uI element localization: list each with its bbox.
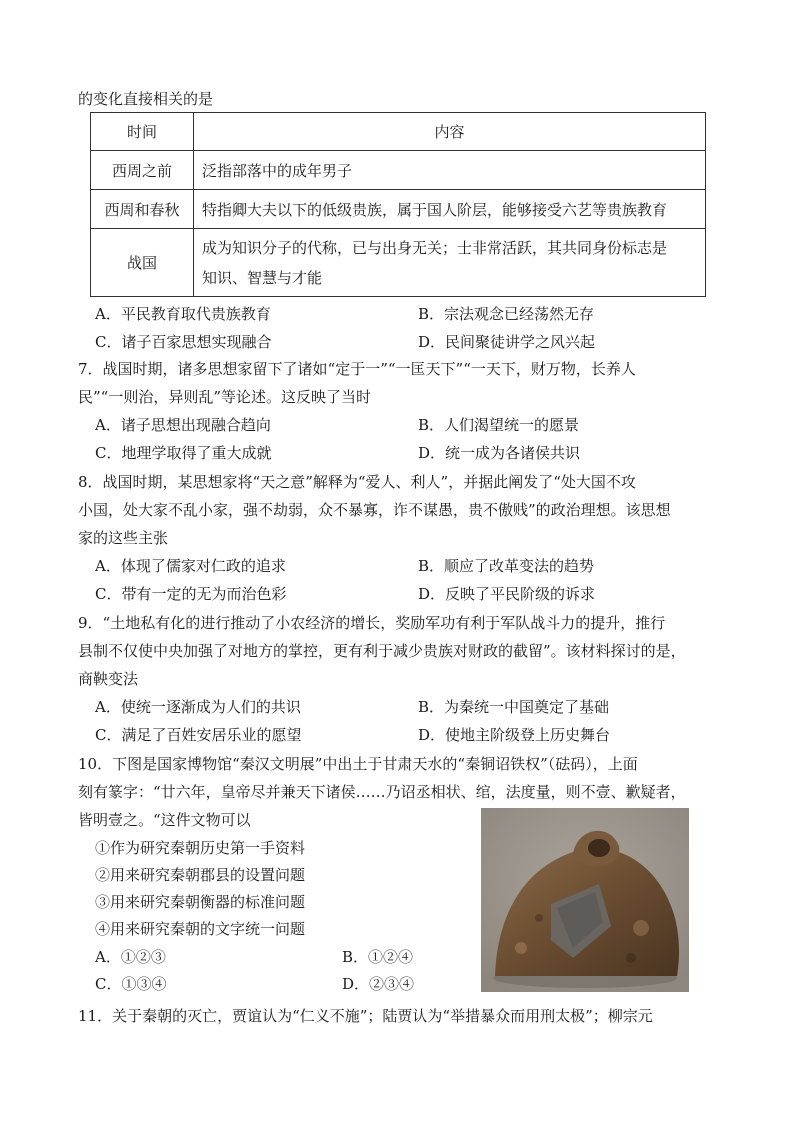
header-time: 时间 bbox=[91, 113, 194, 151]
q10-item: ①作为研究秦朝历史第一手资料 bbox=[95, 839, 306, 857]
q9-stem-line: 县制不仅使中央加强了对地方的掌控，更有利于减少贵族对财政的截留”。该材料探讨的是， bbox=[78, 642, 686, 660]
q6-option-d[interactable]: D．民间聚徒讲学之风兴起 bbox=[418, 333, 596, 351]
header-content: 内容 bbox=[194, 113, 706, 151]
q6-option-b[interactable]: B．宗法观念已经荡然无存 bbox=[418, 305, 595, 323]
row-period: 战国 bbox=[91, 229, 194, 297]
qin-iron-weight-photo bbox=[481, 808, 689, 992]
q7-stem-line: 7．战国时期，诸多思想家留下了诸如“定于一”“一匡天下”“一天下，财万物，长养人 bbox=[78, 360, 636, 378]
row-content: 泛指部落中的成年男子 bbox=[194, 151, 706, 190]
q10-stem-line: 皆明壹之。“这件文物可以 bbox=[78, 811, 251, 829]
q10-option-d[interactable]: D．②③④ bbox=[342, 975, 415, 993]
row-content-line: 成为知识分子的代称，已与出身无关；士非常活跃，其共同身份标志是 bbox=[202, 238, 668, 257]
q9-option-b[interactable]: B．为秦统一中国奠定了基础 bbox=[418, 698, 610, 716]
intro-line: 的变化直接相关的是 bbox=[78, 90, 214, 108]
q10-option-c[interactable]: C．①③④ bbox=[95, 975, 167, 993]
q10-stem-line: 刻有篆字：“廿六年，皇帝尽并兼天下诸侯……乃诏丞相状、绾，法度量，则不壹、歉疑者， bbox=[78, 783, 686, 801]
table-row bbox=[91, 190, 706, 229]
shi-evolution-table bbox=[90, 112, 706, 297]
q10-item: ④用来研究秦朝的文字统一问题 bbox=[95, 920, 306, 938]
q6-option-c[interactable]: C．诸子百家思想实现融合 bbox=[95, 333, 272, 351]
q8-option-c[interactable]: C．带有一定的无为而治色彩 bbox=[95, 585, 287, 603]
table-row bbox=[91, 229, 706, 297]
q8-stem-line: 8．战国时期，某思想家将“天之意”解释为“爱人、利人”，并据此阐发了“处大国不攻 bbox=[78, 473, 636, 491]
q7-option-a[interactable]: A．诸子思想出现融合趋向 bbox=[95, 416, 271, 434]
q11-stem-line: 11．关于秦朝的灭亡，贾谊认为“仁义不施”；陆贾认为“举措暴众而用刑太极”；柳宗元 bbox=[78, 1007, 653, 1025]
q10-option-b[interactable]: B．①②④ bbox=[342, 948, 414, 966]
q8-option-d[interactable]: D．反映了平民阶级的诉求 bbox=[418, 585, 596, 603]
row-content bbox=[194, 229, 706, 297]
q9-stem-line: 商鞅变法 bbox=[78, 670, 139, 688]
row-content-line: 知识、智慧与才能 bbox=[202, 268, 323, 287]
q8-stem-line: 家的这些主张 bbox=[78, 529, 169, 547]
q8-option-a[interactable]: A．体现了儒家对仁政的追求 bbox=[95, 557, 286, 575]
q9-stem-line: 9．“土地私有化的进行推动了小农经济的增长，奖励军功有利于军队战斗力的提升，推行 bbox=[78, 614, 666, 632]
q6-option-a[interactable]: A．平民教育取代贵族教育 bbox=[95, 305, 271, 323]
q7-option-c[interactable]: C．地理学取得了重大成就 bbox=[95, 444, 272, 462]
q8-option-b[interactable]: B．顺应了改革变法的趋势 bbox=[418, 557, 595, 575]
row-content: 特指卿大夫以下的低级贵族，属于国人阶层，能够接受六艺等贵族教育 bbox=[194, 190, 706, 229]
table-header-row bbox=[91, 113, 706, 151]
q8-stem-line: 小国，处大家不乱小家，强不劫弱，众不暴寡，诈不谋愚，贵不傲贱”的政治理想。该思想 bbox=[78, 501, 671, 519]
q10-option-a[interactable]: A．①②③ bbox=[95, 948, 166, 966]
iron-weight-illustration bbox=[481, 808, 689, 992]
q9-option-a[interactable]: A．使统一逐渐成为人们的共识 bbox=[95, 698, 301, 716]
q9-option-c[interactable]: C．满足了百姓安居乐业的愿望 bbox=[95, 726, 302, 744]
row-period: 西周和春秋 bbox=[91, 190, 194, 229]
q9-option-d[interactable]: D．使地主阶级登上历史舞台 bbox=[418, 726, 611, 744]
table-row bbox=[91, 151, 706, 190]
q10-stem-line: 10．下图是国家博物馆“秦汉文明展”中出土于甘肃天水的“秦铜诏铁权”（砝码），上面 bbox=[78, 755, 638, 773]
q10-item: ③用来研究秦朝衡器的标准问题 bbox=[95, 893, 306, 911]
row-period: 西周之前 bbox=[91, 151, 194, 190]
q7-option-d[interactable]: D．统一成为各诸侯共识 bbox=[418, 444, 581, 462]
q7-option-b[interactable]: B．人们渴望统一的愿景 bbox=[418, 416, 580, 434]
q7-stem-line: 民”“一则治，异则乱”等论述。这反映了当时 bbox=[78, 388, 372, 406]
q10-item: ②用来研究秦朝郡县的设置问题 bbox=[95, 866, 306, 884]
